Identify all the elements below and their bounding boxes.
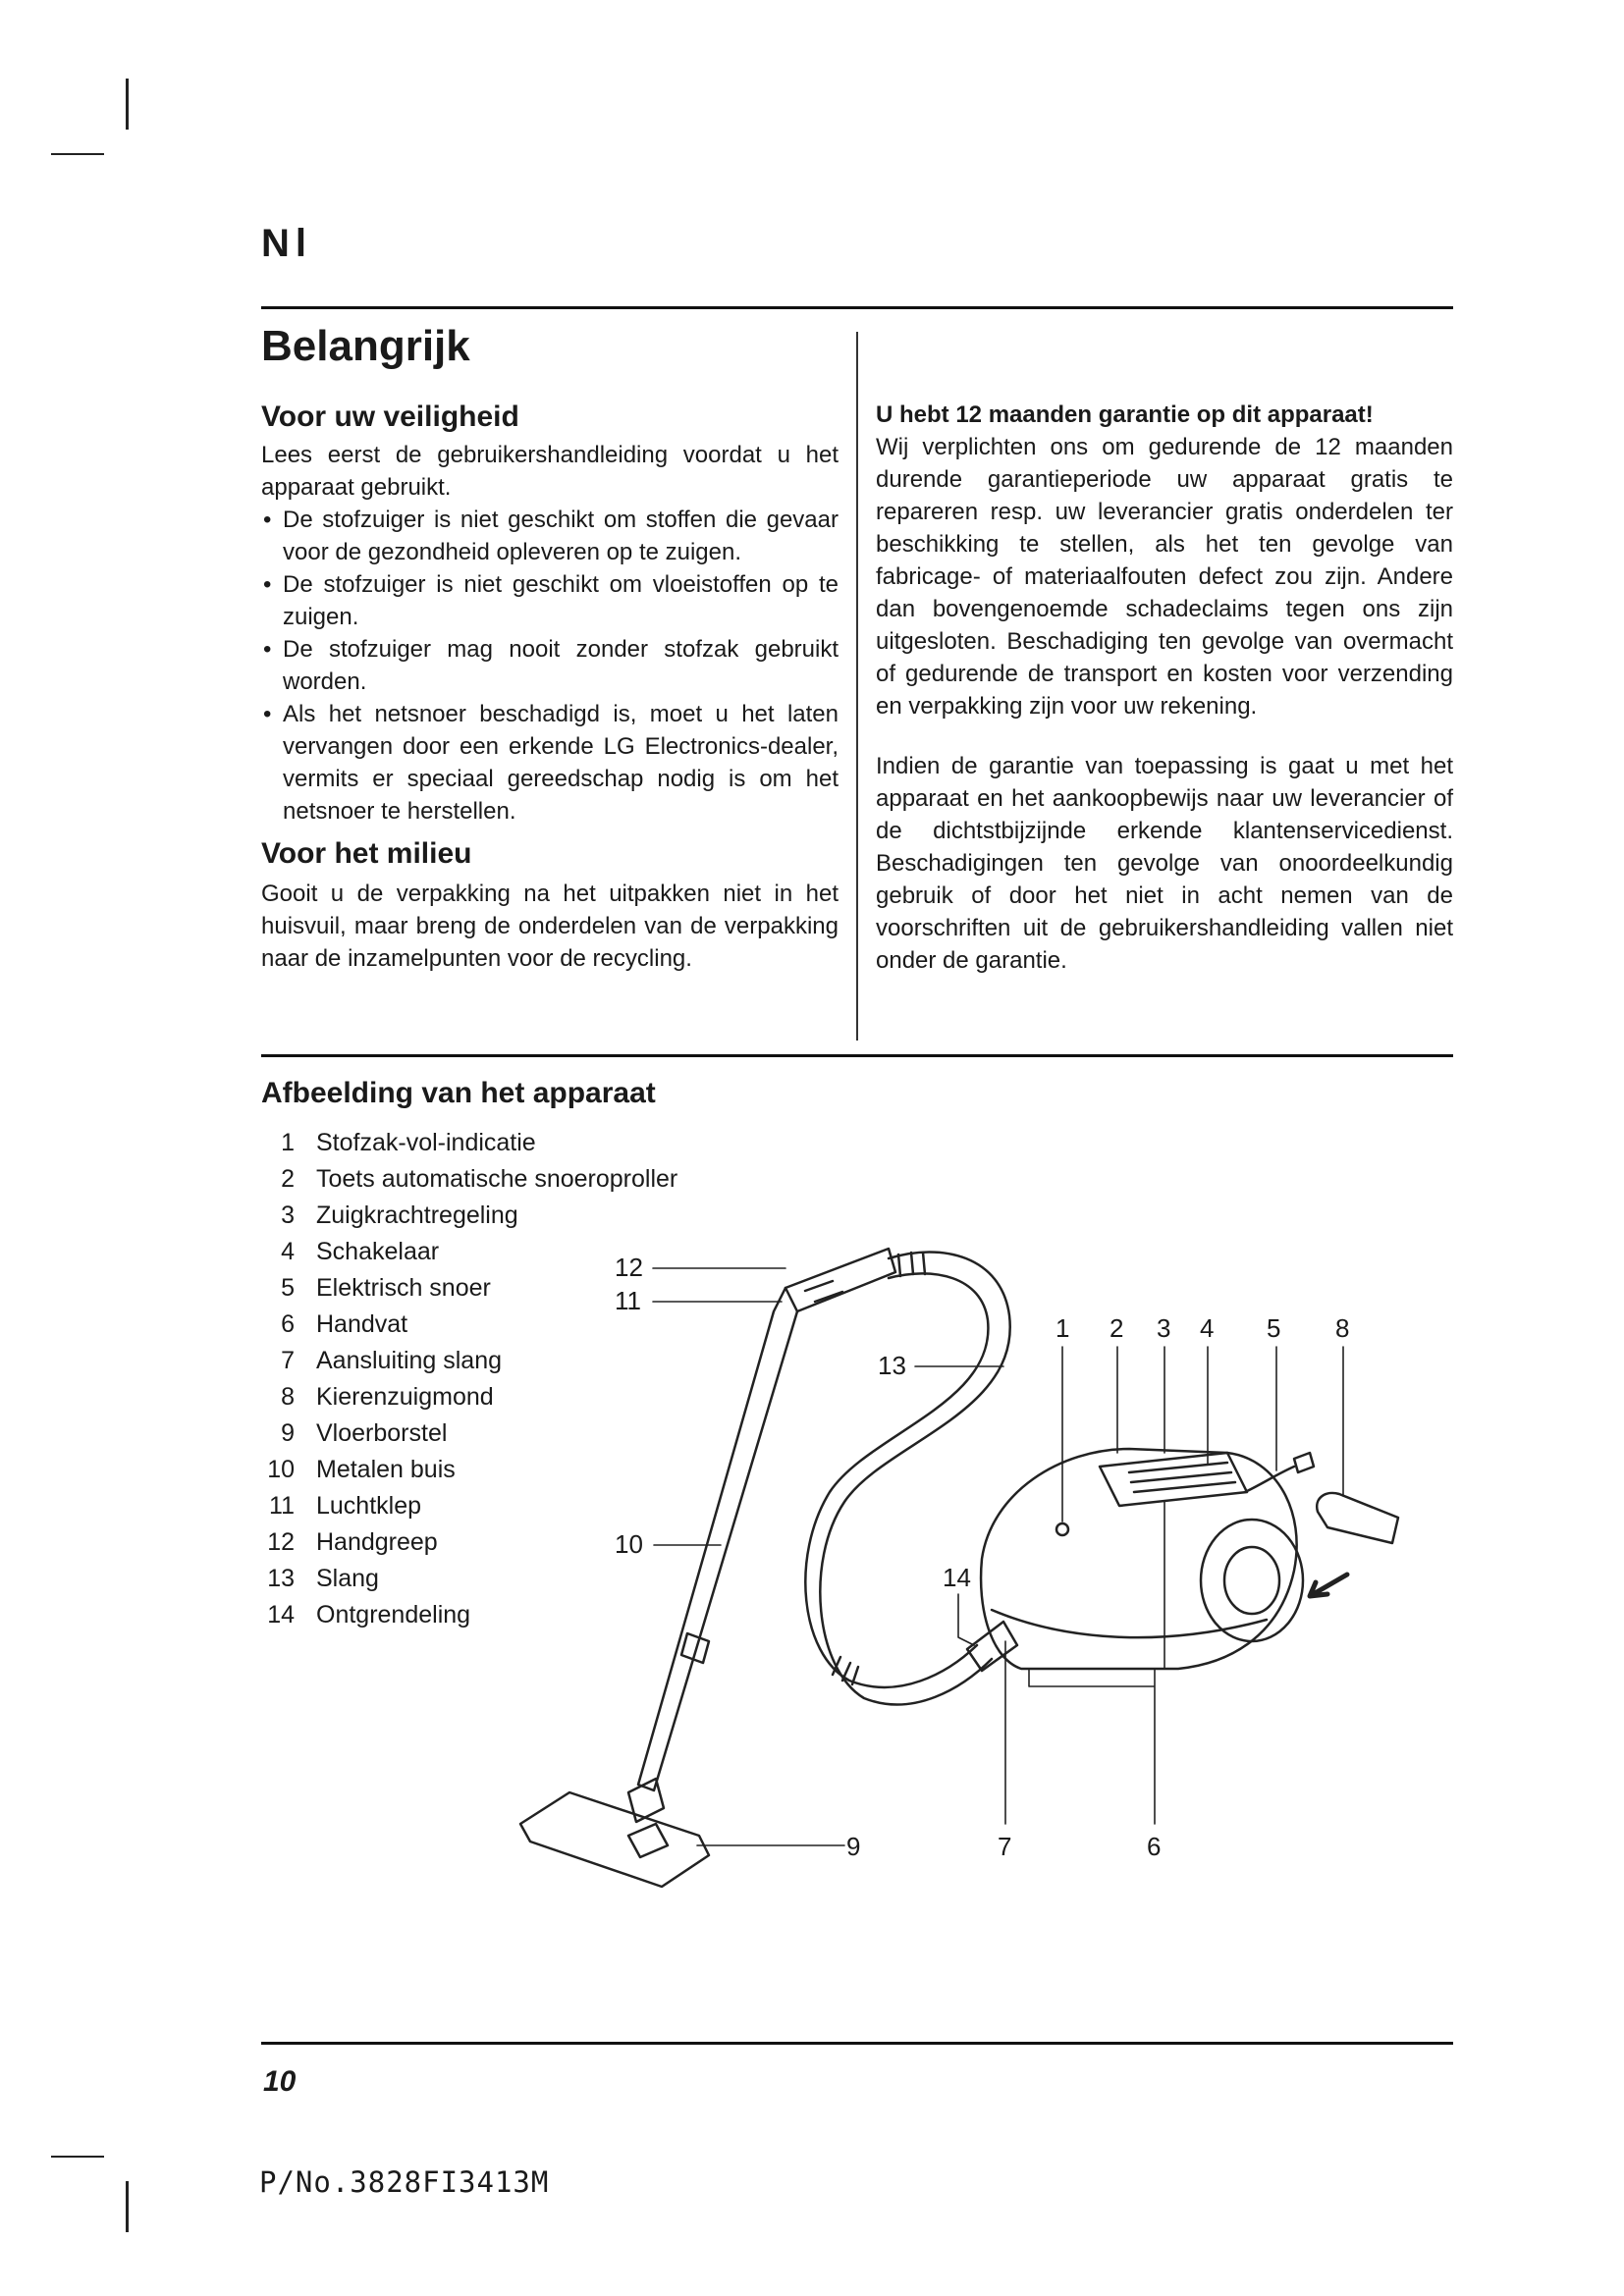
- part-number: 10: [267, 1456, 295, 1483]
- air-valve: [805, 1281, 842, 1302]
- list-item: • Als het netsnoer beschadigd is, moet u het laten vervangen door een erkende LG Electronics-dealer, vermits er speciaal gereedschap nodig is om het netsnoer te herstellen.: [261, 698, 839, 828]
- part-label: Elektrisch snoer: [316, 1274, 491, 1302]
- leader-6: [1029, 1502, 1164, 1824]
- part-number: 11: [269, 1492, 295, 1520]
- footer-divider: [261, 2042, 1453, 2045]
- part-label: Ontgrendeling: [316, 1601, 471, 1629]
- part-number: 14: [267, 1601, 295, 1629]
- warranty-paragraph-1: Wij verplichten ons om gedurende de 12 maanden durende garantieperiode uw apparaat gratis te repareren resp. uw leverancier gratis onderdelen ter beschikking te stellen, als het ten gevolge van fabricage- of materiaalfouten defect zou zijn. Andere dan bovengenoemde schadeclaims tegen ons zijn uitgesloten. Beschadiging ten gevolge van overmacht of gedurende de transport en kosten voor verzending en verpakking zijn voor uw rekening.: [876, 434, 1453, 720]
- part-label: Zuigkrachtregeling: [316, 1201, 518, 1229]
- part-number: 4: [281, 1238, 295, 1265]
- part-number: 7: [281, 1347, 295, 1374]
- part-label: Slang: [316, 1565, 379, 1592]
- environment-heading: Voor het milieu: [261, 837, 472, 870]
- rear-wheel-hub: [1224, 1547, 1279, 1614]
- power-plug: [1294, 1453, 1314, 1472]
- list-item: • De stofzuiger mag nooit zonder stofzak gebruikt worden.: [261, 633, 839, 698]
- callout-13: 13: [878, 1351, 906, 1380]
- floor-brush-neck: [628, 1779, 664, 1822]
- language-label: Nl: [261, 222, 312, 265]
- callout-12: 12: [615, 1253, 643, 1282]
- callout-11: 11: [615, 1286, 641, 1315]
- part-number-code: P/No.3828FI3413M: [259, 2165, 550, 2199]
- bag-full-indicator: [1056, 1523, 1068, 1535]
- page-number: 10: [263, 2065, 297, 2098]
- vacuum-vent-lines: [1129, 1463, 1235, 1492]
- handle: [785, 1249, 895, 1311]
- power-cord: [1245, 1467, 1294, 1492]
- callout-7: 7: [998, 1832, 1012, 1861]
- metal-tube: [638, 1288, 797, 1790]
- part-label: Schakelaar: [316, 1238, 440, 1265]
- part-label: Metalen buis: [316, 1456, 456, 1483]
- part-number: 13: [267, 1565, 295, 1592]
- part-label: Stofzak-vol-indicatie: [316, 1129, 536, 1156]
- callout-3: 3: [1157, 1313, 1171, 1343]
- part-number: 6: [281, 1310, 295, 1338]
- callout-6: 6: [1147, 1832, 1162, 1861]
- list-item: • De stofzuiger is niet geschikt om vloeistoffen op te zuigen.: [261, 568, 839, 633]
- callout-1: 1: [1056, 1313, 1070, 1343]
- callout-9: 9: [846, 1832, 861, 1861]
- safety-heading: Voor uw veiligheid: [261, 400, 519, 433]
- part-number: 9: [281, 1419, 295, 1447]
- floor-brush-pedal: [628, 1824, 668, 1857]
- crevice-tool: [1317, 1493, 1398, 1543]
- part-label: Aansluiting slang: [316, 1347, 503, 1374]
- part-number: 8: [281, 1383, 295, 1411]
- part-label: Handgreep: [316, 1528, 438, 1556]
- tube-joint: [681, 1633, 709, 1663]
- leader-14: [958, 1594, 974, 1645]
- part-number: 12: [267, 1528, 295, 1556]
- part-label: Toets automatische snoeroproller: [316, 1165, 678, 1193]
- part-number: 3: [281, 1201, 295, 1229]
- part-number: 2: [281, 1165, 295, 1193]
- callout-8: 8: [1335, 1313, 1350, 1343]
- part-label: Luchtklep: [316, 1492, 422, 1520]
- safety-intro: Lees eerst de gebruikershandleiding voordat u het apparaat gebruikt.: [261, 442, 839, 501]
- section-title: Belangrijk: [261, 322, 470, 370]
- warranty-heading: U hebt 12 maanden garantie op dit apparaat!: [876, 401, 1374, 428]
- part-label: Vloerborstel: [316, 1419, 448, 1447]
- callout-14: 14: [943, 1563, 971, 1592]
- callout-10: 10: [615, 1529, 643, 1559]
- callout-4: 4: [1200, 1313, 1215, 1343]
- part-label: Kierenzuigmond: [316, 1383, 494, 1411]
- figure-title: Afbeelding van het apparaat: [261, 1077, 656, 1109]
- hose-inner: [805, 1273, 988, 1687]
- callout-5: 5: [1267, 1313, 1281, 1343]
- list-item: • De stofzuiger is niet geschikt om stoffen die gevaar voor de gezondheid opleveren op te zuigen.: [261, 504, 839, 568]
- part-number: 1: [281, 1129, 295, 1156]
- floor-brush: [520, 1792, 709, 1887]
- environment-text: Gooit u de verpakking na het uitpakken niet in het huisvuil, maar breng de onderdelen van de verpakking naar de inzamelpunten voor de recycling.: [261, 881, 839, 972]
- part-label: Handvat: [316, 1310, 408, 1338]
- part-number: 5: [281, 1274, 295, 1302]
- warranty-paragraph-2: Indien de garantie van toepassing is gaat u met het apparaat en het aankoopbewijs naar uw leverancier of de dichtstbijzijnde erkende klantenservicedienst. Beschadigingen ten gevolge van onoordeelkundig gebruik of door het niet in acht nemen van de voorschriften uit de gebruikershandleiding vallen niet onder de garantie.: [876, 753, 1453, 974]
- direction-arrow: [1310, 1575, 1347, 1596]
- callout-2: 2: [1110, 1313, 1124, 1343]
